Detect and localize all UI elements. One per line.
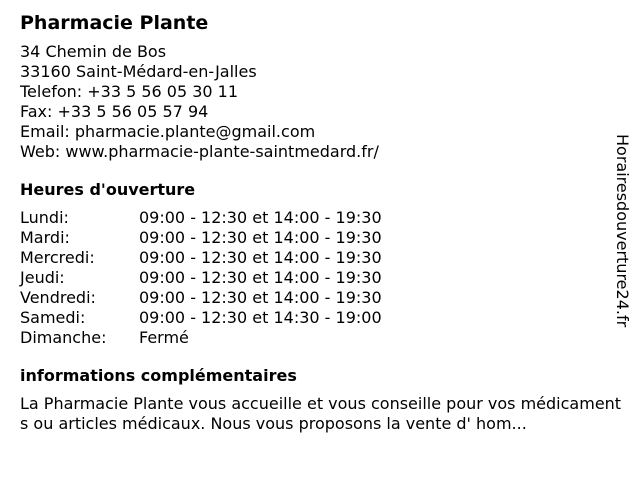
time-range: 09:00 - 12:30 et 14:00 - 19:30: [139, 288, 382, 307]
time-range: 09:00 - 12:30 et 14:00 - 19:30: [139, 208, 382, 227]
hours-row-mercredi: [20, 248, 615, 268]
time-range: 09:00 - 12:30 et 14:00 - 19:30: [139, 268, 382, 287]
hours-row-mardi: [20, 228, 615, 248]
info-heading: informations complémentaires: [20, 366, 297, 385]
time-range: Fermé: [139, 328, 189, 347]
hours-row-dimanche: [20, 328, 615, 348]
hours-row-vendredi: [20, 288, 615, 308]
address-line-2: 33160 Saint-Médard-en-Jalles: [20, 62, 257, 81]
day-label: Dimanche:: [20, 328, 107, 347]
day-label: Mardi:: [20, 228, 70, 247]
pharmacy-name: Pharmacie Plante: [20, 12, 209, 34]
pharmacy-card: [20, 10, 622, 434]
hours-heading: Heures d'ouverture: [20, 180, 196, 199]
address-line-1: 34 Chemin de Bos: [20, 42, 167, 61]
hours-row-samedi: [20, 308, 615, 328]
day-label: Lundi:: [20, 208, 69, 227]
fax-number: Fax: +33 5 56 05 57 94: [20, 102, 209, 121]
info-description: La Pharmacie Plante vous accueille et vous conseille pour vos médicaments ou articles médicaux. Nous vous proposons la vente d' hom...: [20, 394, 622, 433]
hours-row-lundi: [20, 208, 615, 228]
day-label: Samedi:: [20, 308, 86, 327]
day-label: Mercredi:: [20, 248, 95, 267]
watermark-text: Horairesdouverture24.fr: [613, 134, 632, 328]
time-range: 09:00 - 12:30 et 14:00 - 19:30: [139, 248, 382, 267]
time-range: 09:00 - 12:30 et 14:30 - 19:00: [139, 308, 382, 327]
opening-hours-list: [20, 208, 615, 348]
phone-number[interactable]: Telefon: +33 5 56 05 30 11: [20, 82, 239, 101]
email-address[interactable]: Email: pharmacie.plante@gmail.com: [20, 122, 316, 141]
hours-row-jeudi: [20, 268, 615, 288]
time-range: 09:00 - 12:30 et 14:00 - 19:30: [139, 228, 382, 247]
day-label: Jeudi:: [20, 268, 65, 287]
website-link[interactable]: Web: www.pharmacie-plante-saintmedard.fr/: [20, 142, 379, 161]
day-label: Vendredi:: [20, 288, 96, 307]
